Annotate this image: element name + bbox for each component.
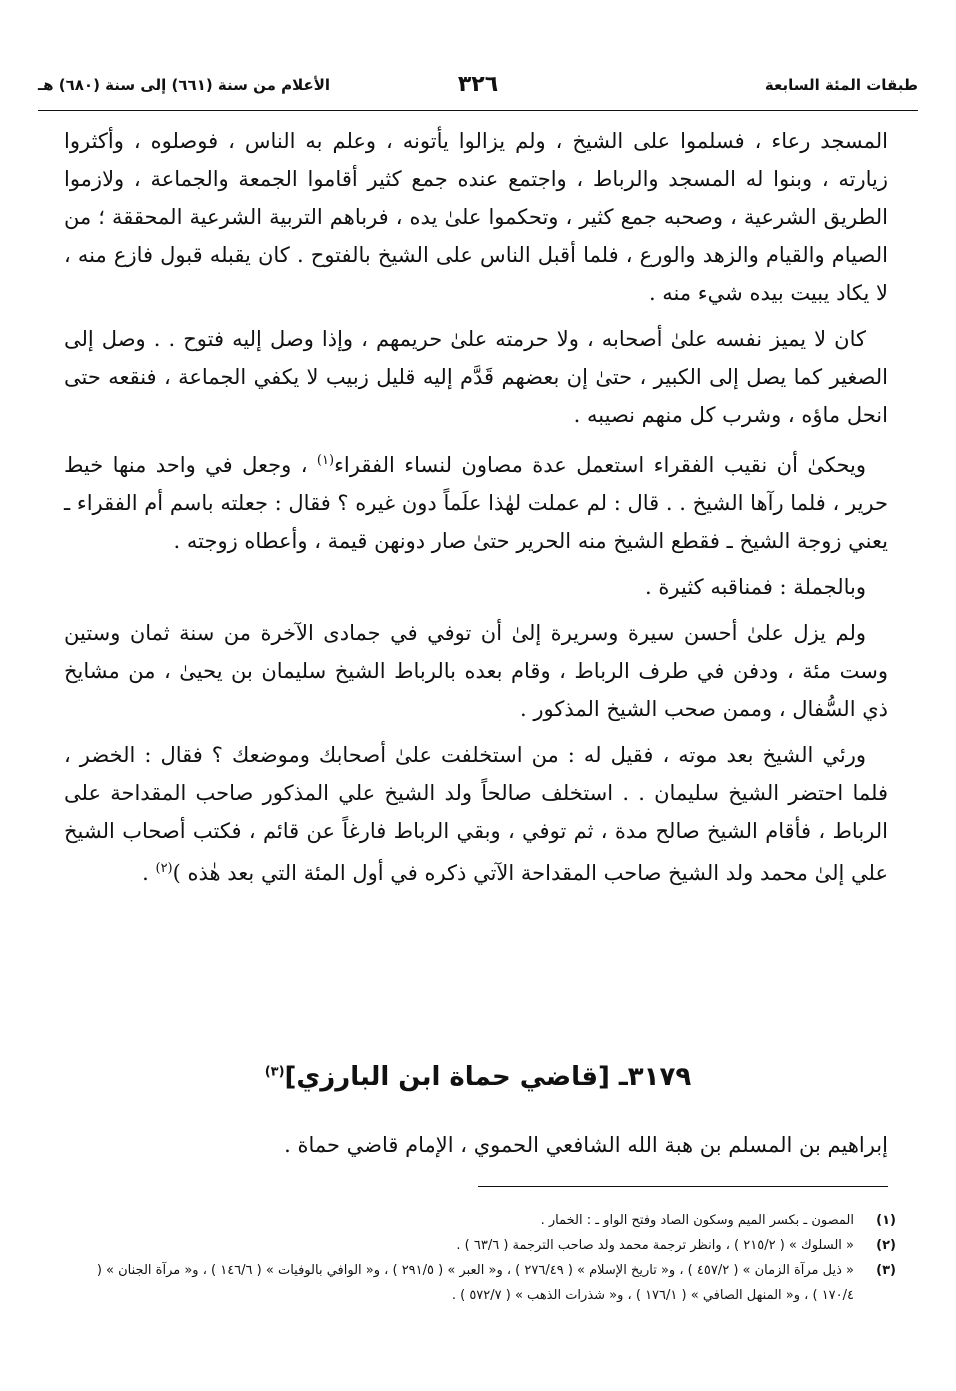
paragraph-3: [64, 442, 888, 560]
page-number: ٣٢٦: [457, 72, 499, 97]
paragraph-6: [64, 736, 888, 892]
paragraph-5: ولم يزل علىٰ أحسن سيرة وسريرة إلىٰ أن توفي في جمادى الآخرة من سنة ثمان وستين وست مئة ، ودفن في طرف الرباط ، وقام بعده بالرباط الشيخ سليمان بن يحيىٰ ، من مشايخ ذي السُّفال ، وممن صحب الشيخ المذكور .: [64, 621, 888, 721]
header-year-range: الأعلام من سنة (٦٦١) إلى سنة (٦٨٠) هـ: [38, 76, 331, 94]
footnote-text: « ذيل مرآة الزمان » ( ٤٥٧/٢ ) ، و« تاريخ الإسلام » ( ٢٧٦/٤٩ ) ، و« العبر » ( ٢٩١/٥ ) ، و« الوافي بالوفيات » ( ١٤٦/٦ ) ، و« مرآة الجنان » ( ١٧٠/٤ ) ، و« المنهل الصافي » ( ١٧٦/١ ) ، و« شذرات الذهب » ( ٥٧٢/٧ ) .: [96, 1263, 854, 1303]
paragraph-6-text-b: .: [142, 861, 156, 885]
paragraph-1: المسجد رعاء ، فسلموا على الشيخ ، ولم يزالوا يأتونه ، وعلم به الناس ، فوصلوه ، وأكثروا زيارته ، وبنوا له المسجد والرباط ، واجتمع عنده جمع كثير أقاموا الجمعة والجماعة ، ولازموا الطريق الشرعية ، وصحبه جمع كثير ، وتحكموا علىٰ يده ، فرباهم التربية الشرعية المحققة ؛ من الصيام والقيام والزهد والورع ، فلما أقبل الناس على الشيخ بالفتوح . كان يقبله قبول فازع منه ، لا يكاد يبيت بيده شيء منه .: [64, 129, 888, 305]
entry-heading: [38, 1062, 918, 1092]
paragraph-3-text-b: ، وجعل في واحد منها خيط حرير ، فلما رآها الشيخ . . قال : لم عملت لهٰذا علَماً دون غيره ؟ فقال : جعلته باسم أم الفقراء ـ يعني زوجة الشيخ ـ فقطع الشيخ منه الحرير حتىٰ صار دونهن قيمة ، وأعطاه زوجته .: [64, 453, 888, 553]
footnote-text: المصون ـ بكسر الميم وسكون الصاد وفتح الواو ـ : الخمار .: [540, 1213, 854, 1228]
main-text: [64, 122, 888, 900]
paragraph-2: كان لا يميز نفسه علىٰ أصحابه ، ولا حرمته علىٰ حريمهم ، وإذا وصل إليه فتوح . . وصل إلى الصغير كما يصل إلى الكبير ، حتىٰ إن بعضهم قَدَّم إليه قليل زبيب لا يكفي الجماعة ، فنقعه حتى انحل ماؤه ، وشرب كل منهم نصيبه .: [64, 327, 888, 427]
running-header: [38, 72, 918, 102]
paragraph-4: وبالجملة : فمناقبه كثيرة .: [645, 575, 866, 599]
header-divider: [38, 110, 918, 111]
entry-body: إبراهيم بن المسلم بن هبة الله الشافعي الحموي ، الإمام قاضي حماة .: [284, 1133, 888, 1157]
footnote-number: (٢): [876, 1238, 896, 1253]
footnote-2: [64, 1233, 896, 1258]
footnote-3: [64, 1258, 896, 1308]
footnote-number: (٣): [876, 1263, 896, 1278]
paragraph-6-text-a: ورئي الشيخ بعد موته ، فقيل له : من استخلفت علىٰ أصحابك وموضعك ؟ فقال : الخضر ، فلما احتضر الشيخ سليمان . . استخلف صالحاً ولد الشيخ علي المذكور صاحب المقداحة على الرباط ، فأقام الشيخ صالح مدة ، ثم توفي ، وبقي الرباط فارغاً عن قائم ، فكتب أصحاب الشيخ علي إلىٰ محمد ولد الشيخ صاحب المقداحة الآتي ذكره في أول المئة التي بعد هٰذه ): [64, 743, 888, 885]
footnotes: [64, 1208, 896, 1308]
paragraph-3-text-a: ويحكىٰ أن نقيب الفقراء استعمل عدة مصاون لنساء الفقراء: [334, 453, 866, 477]
footnote-number: (١): [876, 1213, 896, 1228]
footnote-ref-3: (٣): [264, 1064, 285, 1080]
footnote-ref-2: (٢): [155, 861, 173, 876]
footnote-ref-1: (١): [316, 453, 335, 468]
entry-title: ٣١٧٩ـ [قاضي حماة ابن البارزي]: [284, 1062, 692, 1092]
footnote-text: « السلوك » ( ٢١٥/٢ ) ، وانظر ترجمة محمد ولد صاحب الترجمة ( ٦٣/٦ ) .: [456, 1238, 854, 1253]
footnote-divider: [478, 1186, 888, 1187]
footnote-1: [64, 1208, 896, 1233]
header-section-title: طبقات المئة السابعة: [764, 76, 918, 94]
